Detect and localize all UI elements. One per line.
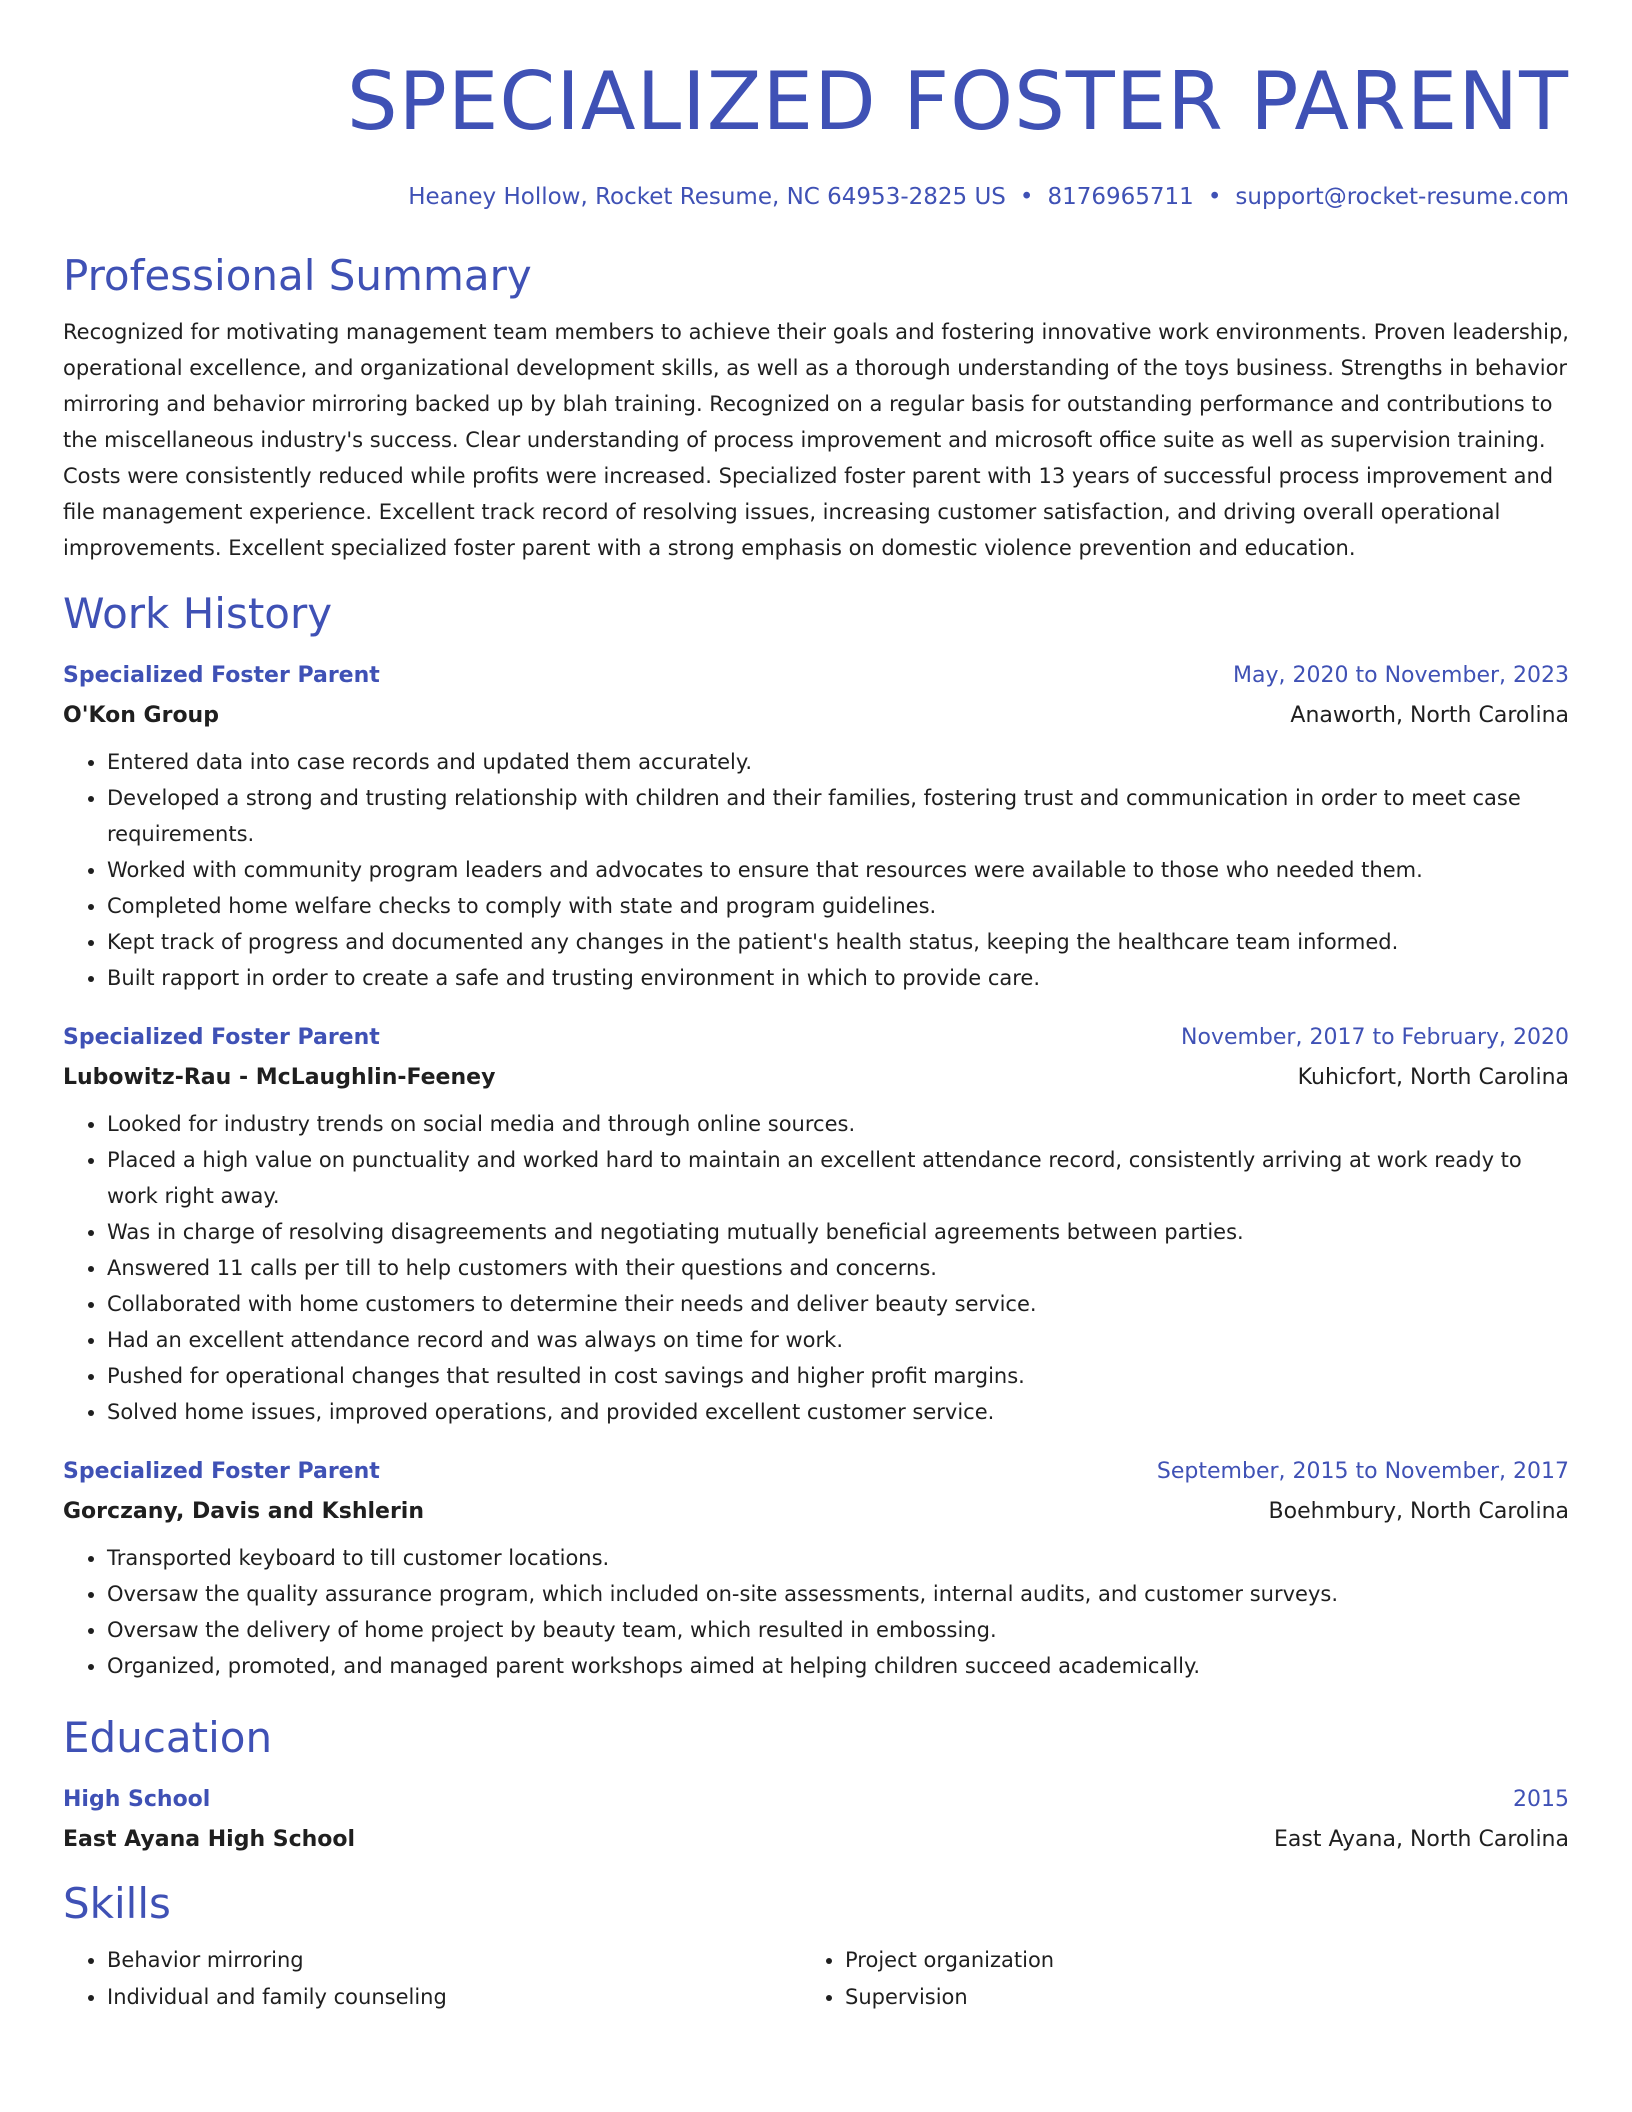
job-bullet: • Oversaw the delivery of home project by beauty team, which resulted in embossing. (107, 1612, 1569, 1648)
job-bullet: • Solved home issues, improved operations, and provided excellent customer service. (107, 1394, 1569, 1430)
job-position: Specialized Foster Parent (63, 663, 380, 688)
education-school: East Ayana High School (63, 1827, 356, 1852)
contact-line (63, 182, 1569, 212)
job-entry (63, 1018, 1569, 1430)
job-bullet: • Placed a high value on punctuality and worked hard to maintain an excellent attendance record, consistently arriving at work ready to work right away. (107, 1142, 1569, 1214)
contact-email: support@rocket-resume.com (1235, 184, 1569, 210)
job-position: Specialized Foster Parent (63, 1025, 380, 1050)
job-bullet: • Developed a strong and trusting relationship with children and their families, fostering trust and communication in order to meet case requirements. (107, 780, 1569, 852)
job-company: Lubowitz-Rau - McLaughlin-Feeney (63, 1065, 496, 1090)
job-bullets (63, 744, 1569, 996)
education-entry (63, 1780, 1569, 1860)
education-year: 2015 (1513, 1787, 1569, 1812)
resume-name: SPECIALIZED FOSTER PARENT (346, 55, 1569, 148)
skill-item: • Project organization (845, 1942, 1539, 1979)
job-bullet: • Was in charge of resolving disagreements and negotiating mutually beneficial agreements between parties. (107, 1214, 1569, 1250)
job-bullet: • Oversaw the quality assurance program, which included on-site assessments, internal audits, and customer surveys. (107, 1576, 1569, 1612)
job-subheader (63, 1058, 1569, 1098)
summary-heading: Professional Summary (63, 251, 532, 300)
education-degree: High School (63, 1787, 211, 1812)
summary-text: Recognized for motivating management team members to achieve their goals and fostering innovative work environments. Proven leadership, operational excellence, and organizational development skills, as well as a thorough understanding of the toys business. Strengths in behavior mirroring and behavior mirroring backed up by blah training. Recognized on a regular basis for outstanding performance and contributions to the miscellaneous industry's success. Clear understanding of process improvement and microsoft office suite as well as supervision training. Costs were consistently reduced while profits were increased. Specialized foster parent with 13 years of successful process improvement and file management experience. Excellent track record of resolving issues, increasing customer satisfaction, and driving overall operational improvements. Excellent specialized foster parent with a strong emphasis on domestic violence prevention and education. (63, 320, 1569, 560)
job-location: Boehmbury, North Carolina (1268, 1499, 1569, 1524)
contact-phone: 8176965711 (1047, 184, 1194, 210)
job-bullet: • Had an excellent attendance record and was always on time for work. (107, 1322, 1569, 1358)
job-header (63, 1018, 1569, 1058)
job-bullet: • Transported keyboard to till customer locations. (107, 1540, 1569, 1576)
job-header (63, 656, 1569, 696)
skill-item: • Supervision (845, 1979, 1539, 2016)
job-entry (63, 656, 1569, 996)
job-location: Anaworth, North Carolina (1290, 703, 1569, 728)
job-dates: September, 2015 to November, 2017 (1156, 1459, 1569, 1484)
contact-separator: • (1019, 184, 1034, 210)
education-subheader (63, 1820, 1569, 1860)
job-subheader (63, 1492, 1569, 1532)
job-bullet: • Worked with community program leaders and advocates to ensure that resources were available to those who needed them. (107, 852, 1569, 888)
job-bullet: • Entered data into case records and updated them accurately. (107, 744, 1569, 780)
contact-separator: • (1207, 184, 1222, 210)
job-bullet: • Looked for industry trends on social media and through online sources. (107, 1106, 1569, 1142)
skill-item: • Behavior mirroring (107, 1942, 801, 1979)
work-history-heading: Work History (63, 589, 333, 638)
education-header (63, 1780, 1569, 1820)
job-header (63, 1452, 1569, 1492)
contact-address: Heaney Hollow, Rocket Resume, NC 64953-2825 US (408, 184, 1006, 210)
job-bullet: • Built rapport in order to create a safe and trusting environment in which to provide care. (107, 960, 1569, 996)
education-location: East Ayana, North Carolina (1274, 1827, 1569, 1852)
skills-column-right (801, 1942, 1539, 2016)
education-heading: Education (63, 1713, 273, 1762)
job-bullet: • Answered 11 calls per till to help customers with their questions and concerns. (107, 1250, 1569, 1286)
job-company: O'Kon Group (63, 703, 219, 728)
skills-heading: Skills (63, 1879, 171, 1928)
job-bullets (63, 1106, 1569, 1430)
job-dates: November, 2017 to February, 2020 (1181, 1025, 1569, 1050)
job-company: Gorczany, Davis and Kshlerin (63, 1499, 425, 1524)
job-dates: May, 2020 to November, 2023 (1233, 663, 1569, 688)
job-bullet: • Organized, promoted, and managed parent workshops aimed at helping children succeed academically. (107, 1648, 1569, 1684)
job-position: Specialized Foster Parent (63, 1459, 380, 1484)
job-bullet: • Kept track of progress and documented any changes in the patient's health status, keeping the healthcare team informed. (107, 924, 1569, 960)
job-bullet: • Completed home welfare checks to comply with state and program guidelines. (107, 888, 1569, 924)
skills-column-left (63, 1942, 801, 2016)
job-bullet: • Pushed for operational changes that resulted in cost savings and higher profit margins. (107, 1358, 1569, 1394)
job-bullet: • Collaborated with home customers to determine their needs and deliver beauty service. (107, 1286, 1569, 1322)
job-subheader (63, 696, 1569, 736)
job-bullets (63, 1540, 1569, 1684)
skill-item: • Individual and family counseling (107, 1979, 801, 2016)
job-location: Kuhicfort, North Carolina (1297, 1065, 1569, 1090)
skills-list (63, 1942, 1569, 2016)
job-entry (63, 1452, 1569, 1684)
